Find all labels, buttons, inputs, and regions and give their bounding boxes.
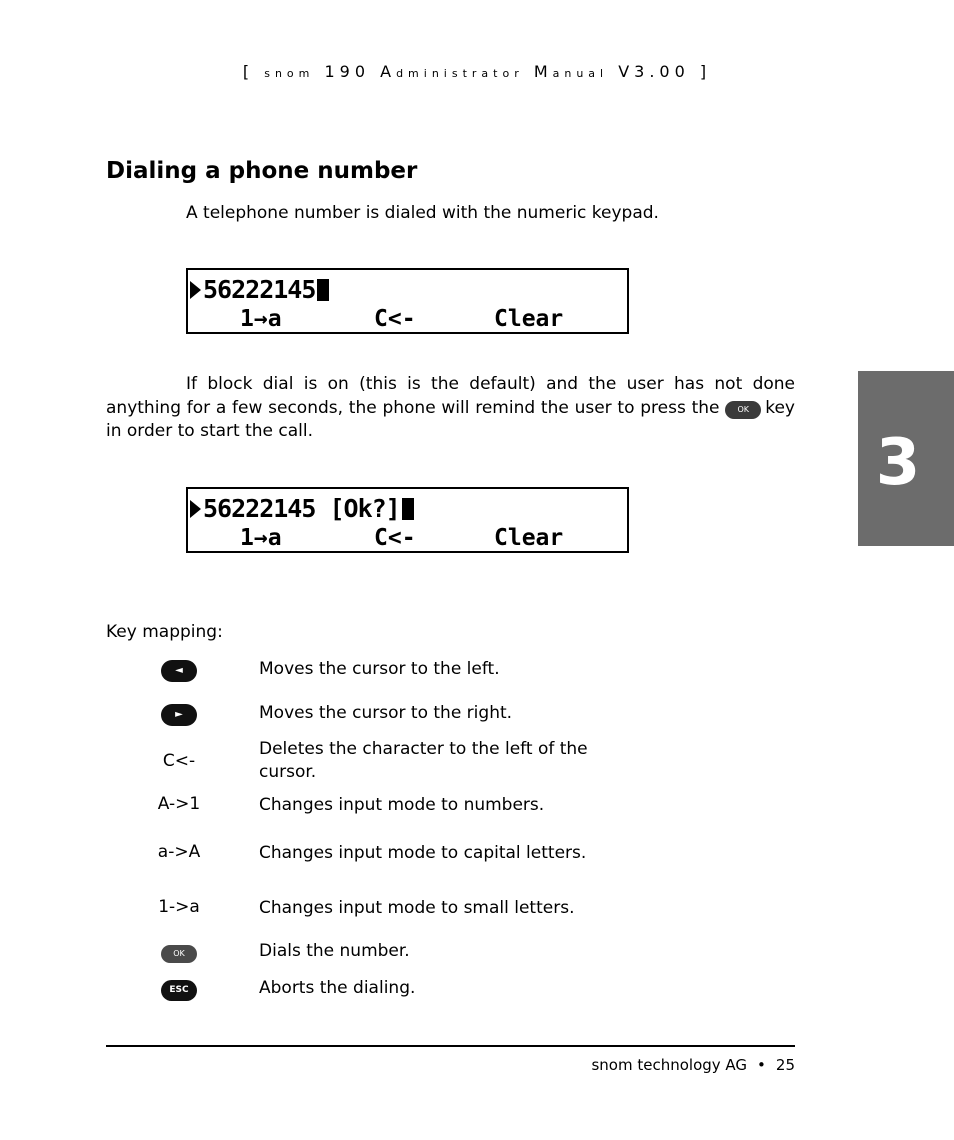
chapter-tab [858,371,954,546]
keymap-key: C<- [162,751,196,771]
keymap-desc: Dials the number. [259,941,410,961]
keymap-desc: Changes input mode to numbers. [259,795,545,815]
lcd-pointer-icon [190,281,201,299]
para-text-after: key in order to start the call. [106,397,795,441]
lcd-2-line1 [190,495,414,523]
lcd-2-softkey-3: Clear [494,525,564,551]
esc-key-icon: ESC [161,980,197,1001]
lcd-display-2 [186,487,629,553]
keymap-key [140,977,218,1001]
keymap-desc: Moves the cursor to the right. [259,703,513,723]
ok-key-icon: OK [161,945,197,963]
lcd-2-softkey-1: 1→a [240,525,282,551]
header-manual-rest: anual [552,67,609,80]
running-header [0,62,954,81]
lcd-pointer-icon [190,500,201,518]
left-arrow-key-icon: ◄ [161,660,197,682]
header-admin-cap: A [380,62,397,81]
block-dial-paragraph [106,373,795,444]
keymap-key: 1->a [158,897,200,917]
footer-bullet: • [757,1056,766,1074]
header-admin-rest: dministrator [396,67,524,80]
header-snom: snom [264,67,315,80]
header-manual-cap: M [533,62,553,81]
lcd-1-line1 [190,276,329,304]
keymap-desc: Changes input mode to small letters. [259,898,575,918]
keymap-key [140,658,218,682]
footer-company: snom technology AG [591,1056,748,1074]
lcd-1-softkey-2: C<- [374,306,416,332]
keymap-key [140,941,218,963]
keymap-key: a->A [157,842,201,862]
lcd-1-number: 56222145 [203,275,316,304]
header-bracket-open: [ [242,62,255,81]
keymap-desc: Moves the cursor to the left. [259,659,500,679]
header-bracket-close: ] [699,62,712,81]
keymap-key [140,702,218,726]
para-text-before: If block dial is on (this is the default) and the user has not done anything for a few seconds, the phone will remind the user to press the [106,374,795,418]
lcd-cursor-icon [317,279,329,301]
lcd-2-number: 56222145 [Ok?] [203,494,400,523]
section-title: Dialing a phone number [106,158,418,184]
footer-rule [106,1045,795,1047]
lcd-1-softkey-1: 1→a [240,306,282,332]
chapter-number: 3 [875,426,921,500]
lcd-2-softkeys [188,525,627,551]
keymap-desc: Changes input mode to capital letters. [259,843,587,863]
ok-key-icon: OK [725,401,761,419]
lcd-1-softkeys [188,306,627,332]
lcd-2-softkey-2: C<- [374,525,416,551]
lcd-display-1 [186,268,629,334]
lcd-1-softkey-3: Clear [494,306,564,332]
keymap-key: A->1 [157,794,201,814]
page-footer [106,1056,795,1074]
lcd-cursor-icon [402,498,414,520]
page-number: 25 [775,1056,795,1074]
keymap-desc: Aborts the dialing. [259,978,416,998]
right-arrow-key-icon: ► [161,704,197,726]
keymap-title: Key mapping: [106,622,223,642]
intro-text: A telephone number is dialed with the numeric keypad. [186,203,659,223]
header-version: V3.00 [618,62,690,81]
keymap-desc: Deletes the character to the left of the cursor. [259,739,588,782]
header-model: 190 [324,62,371,81]
